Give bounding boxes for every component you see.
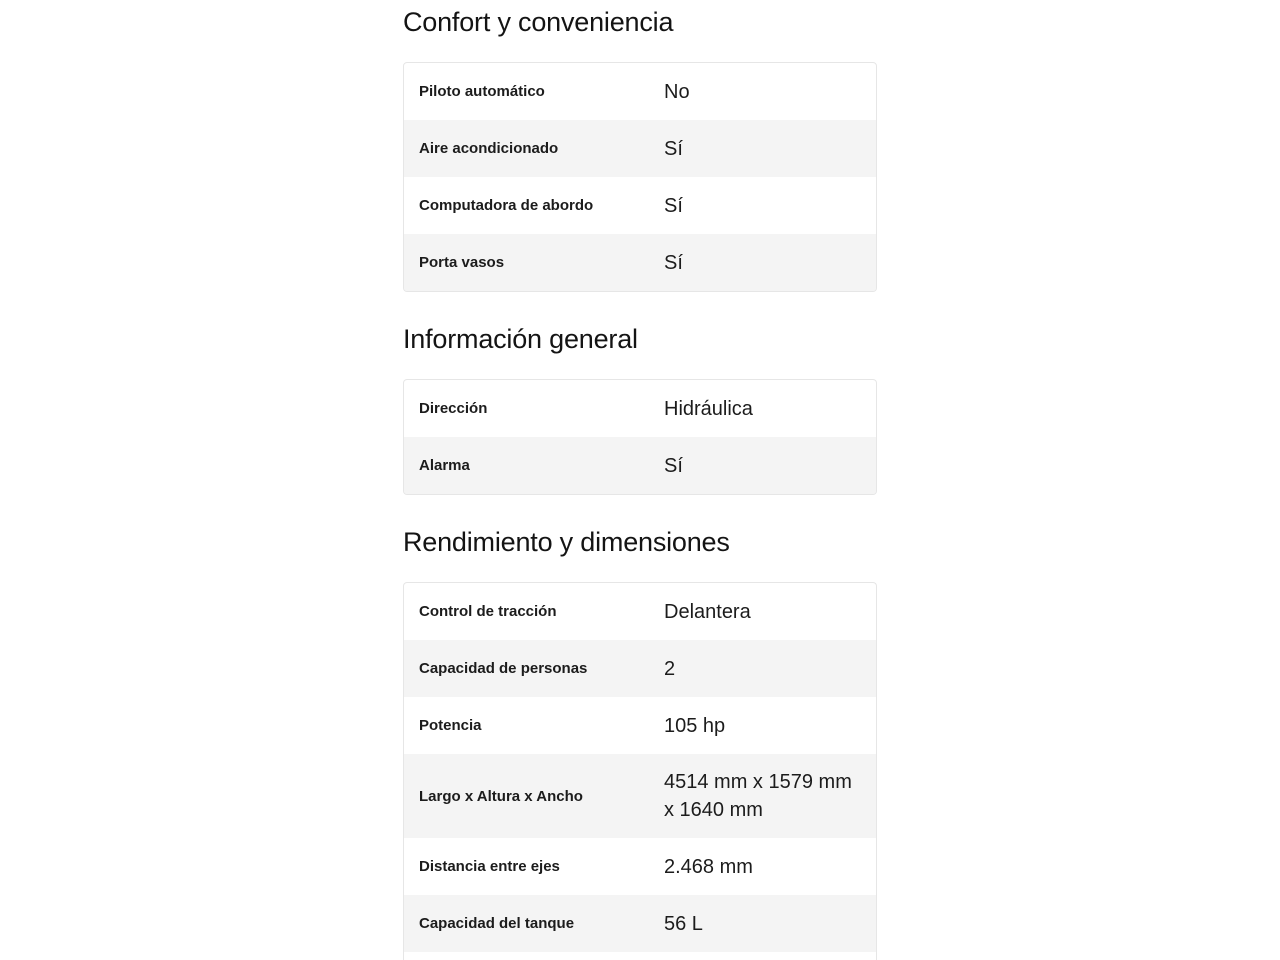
spec-value: Sí [664, 194, 683, 217]
spec-row-computadora-abordo [404, 177, 876, 234]
spec-row-control-traccion [404, 583, 876, 640]
section-title: Confort y conveniencia [403, 7, 674, 37]
spec-label: Control de tracción [419, 603, 557, 620]
spec-row-cut-off [404, 952, 876, 960]
spec-row-direccion [404, 380, 876, 437]
spec-label: Capacidad del tanque [419, 915, 575, 932]
spec-row-piloto-automatico [404, 63, 876, 120]
spec-table [403, 582, 877, 960]
spec-row-dimensiones [404, 754, 876, 838]
spec-label: Alarma [419, 457, 470, 474]
spec-value: Sí [664, 137, 683, 160]
spec-label: Distancia entre ejes [419, 858, 560, 875]
section-informacion-general [403, 317, 877, 495]
spec-label: Porta vasos [419, 254, 505, 271]
spec-value: 105 hp [664, 714, 726, 737]
spec-label: Largo x Altura x Ancho [419, 787, 583, 805]
section-title: Información general [403, 324, 638, 354]
spec-value: 56 L [664, 912, 703, 935]
spec-row-aire-acondicionado [404, 120, 876, 177]
spec-table [403, 62, 877, 292]
spec-label: Potencia [419, 717, 482, 734]
spec-label: Aire acondicionado [419, 140, 559, 157]
spec-row-capacidad-personas [404, 640, 876, 697]
spec-value: Sí [664, 251, 683, 274]
section-title: Rendimiento y dimensiones [403, 527, 730, 557]
spec-row-potencia [404, 697, 876, 754]
spec-value: 4514 mm x 1579 mm x 1640 mm [664, 771, 852, 821]
spec-row-alarma [404, 437, 876, 494]
spec-row-porta-vasos [404, 234, 876, 291]
spec-value: No [664, 80, 690, 103]
spec-row-capacidad-tanque [404, 895, 876, 952]
spec-value: Sí [664, 454, 683, 477]
spec-label: Capacidad de personas [419, 660, 588, 677]
spec-value: 2 [664, 657, 676, 680]
spec-label: Dirección [419, 400, 488, 417]
spec-row-distancia-ejes [404, 838, 876, 895]
spec-value: 2.468 mm [664, 855, 753, 878]
spec-table [403, 379, 877, 495]
spec-value: Hidráulica [664, 397, 753, 420]
section-confort-conveniencia [403, 0, 877, 292]
spec-label: Computadora de abordo [419, 197, 594, 214]
spec-label: Piloto automático [419, 83, 545, 100]
section-rendimiento-dimensiones [403, 520, 877, 960]
spec-value: Delantera [664, 600, 751, 623]
